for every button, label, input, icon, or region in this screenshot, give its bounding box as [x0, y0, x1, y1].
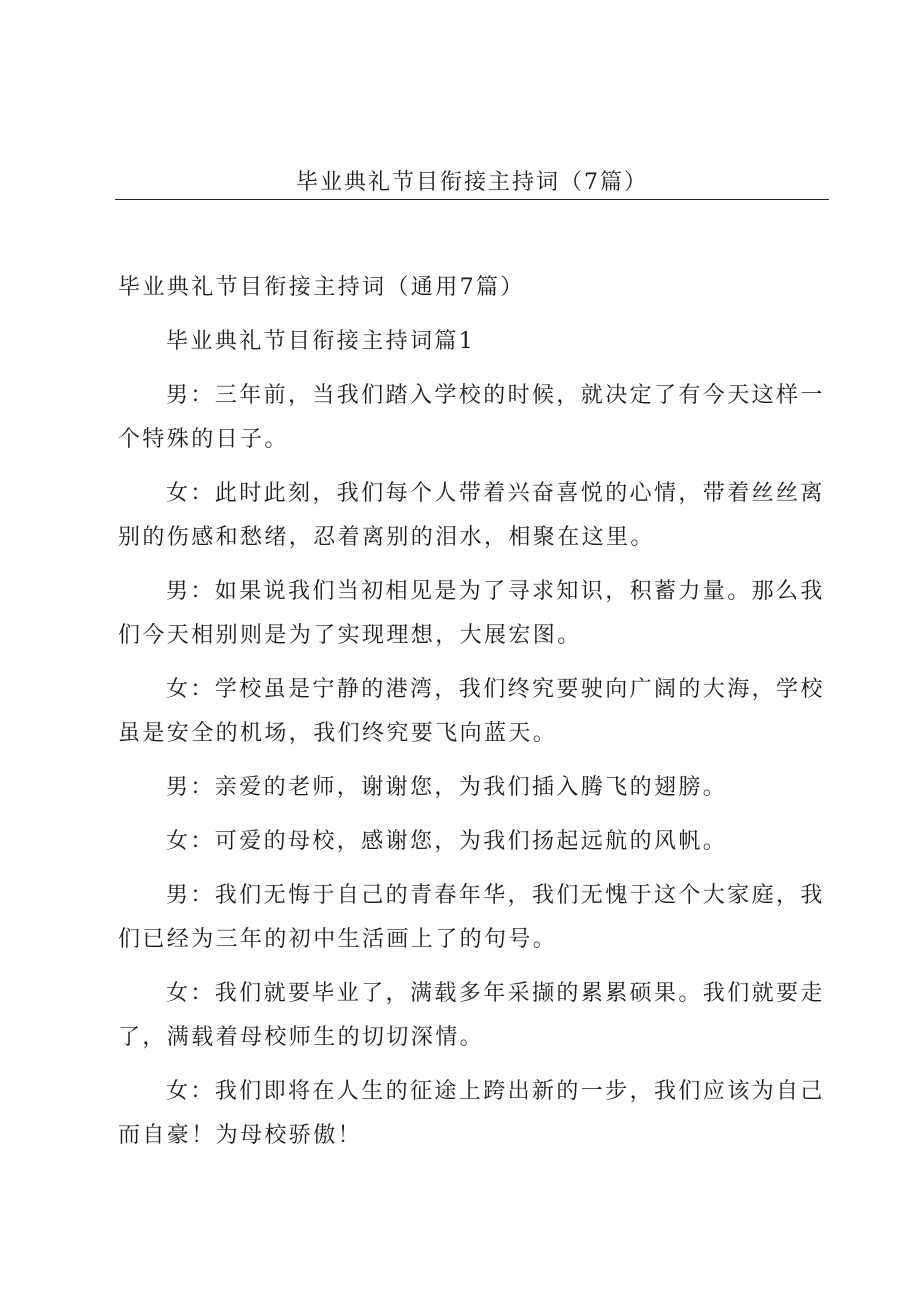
paragraph: 男：亲爱的老师，谢谢您，为我们插入腾飞的翅膀。: [166, 775, 728, 800]
header-divider: [115, 199, 829, 200]
paragraph: 男：三年前，当我们踏入学校的时候，就决定了有今天这样一个特殊的日子。: [118, 383, 825, 452]
document-subtitle: 毕业典礼节目衔接主持词（通用7篇）: [118, 275, 525, 300]
page-header-title: 毕业典礼节目衔接主持词（7篇）: [296, 170, 648, 195]
paragraph: 女：我们即将在人生的征途上跨出新的一步，我们应该为自己而自豪！为母校骄傲！: [118, 1079, 825, 1148]
paragraph: 女：学校虽是宁静的港湾，我们终究要驶向广阔的大海，学校虽是安全的机场，我们终究要飞向蓝天。: [118, 677, 825, 746]
document-body: [118, 266, 830, 1168]
paragraph: 男：我们无悔于自己的青春年华，我们无愧于这个大家庭，我们已经为三年的初中生活画上了的句号。: [118, 883, 825, 952]
paragraph: 女：可爱的母校，感谢您，为我们扬起远航的风帆。: [166, 829, 728, 854]
paragraph: 女：我们就要毕业了，满载多年采撷的累累硕果。我们就要走了，满载着母校师生的切切深情。: [118, 981, 825, 1050]
paragraph: 男：如果说我们当初相见是为了寻求知识，积蓄力量。那么我们今天相别则是为了实现理想，大展宏图。: [118, 579, 825, 648]
section-title: 毕业典礼节目衔接主持词篇1: [166, 329, 476, 354]
paragraph: 女：此时此刻，我们每个人带着兴奋喜悦的心情，带着丝丝离别的伤感和愁绪，忍着离别的泪水，相聚在这里。: [118, 481, 825, 550]
